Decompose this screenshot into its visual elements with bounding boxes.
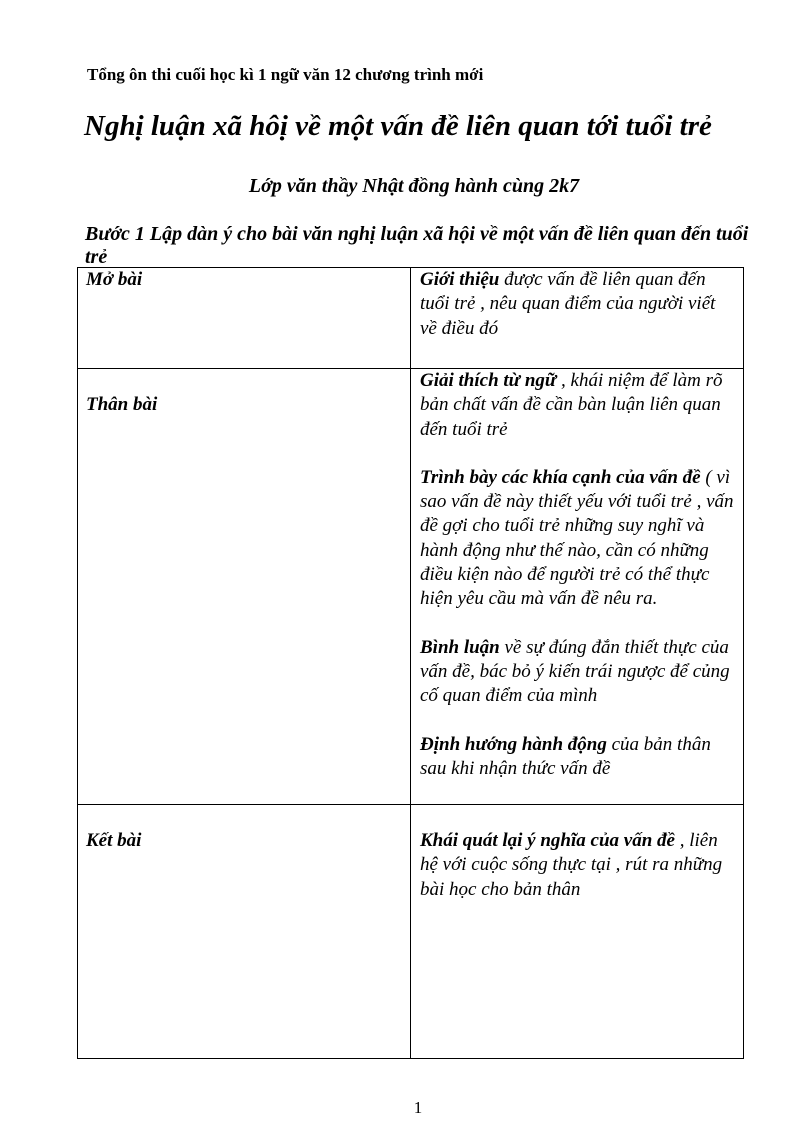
table-row-body — [78, 369, 744, 805]
body-point-text: , khái niệm để làm rõ bản chất vấn đề cần bàn luận liên quan đến tuổi trẻ — [420, 370, 723, 440]
section-label-intro: Mở bài — [86, 269, 143, 290]
conclusion-text: , liên hệ với cuộc sống thực tại , rút ra những bài học cho bản thân — [420, 830, 723, 900]
body-point-lead: Bình luận — [420, 636, 500, 658]
table-row-intro — [78, 268, 744, 369]
body-point — [420, 466, 737, 612]
document-header: Tổng ôn thi cuối học kì 1 ngữ văn 12 chương trình mới — [87, 65, 484, 84]
body-point — [420, 733, 737, 782]
content-cell-conclusion — [411, 805, 744, 1059]
body-point-text: về sự đúng đắn thiết thực của vấn đề, bác bỏ ý kiến trái ngược để củng cố quan điểm của mình — [420, 636, 730, 707]
body-point-lead: Trình bày các khía cạnh của vấn đề — [420, 466, 701, 488]
body-point-text: ( vì sao vấn đề này thiết yếu với tuổi trẻ , vấn đề gợi cho tuổi trẻ những suy nghĩ và hành động như thế nào, cần có những điều kiện nào để người trẻ có thể thực hiện yêu cầu mà vấn đề nêu ra. — [420, 466, 734, 610]
page-title: Nghị luận xã hôị về một vấn đề liên quan tới tuổi trẻ — [84, 110, 712, 142]
intro-text: được vấn đề liên quan đến tuổi trẻ , nêu quan điểm của người viết về điều đó — [420, 269, 716, 339]
content-cell-body — [411, 369, 744, 805]
body-point-text: của bản thân sau khi nhận thức vấn đề — [420, 733, 711, 779]
section-label-conclusion: Kết bài — [86, 830, 142, 851]
intro-paragraph — [420, 268, 737, 341]
section-cell-body — [78, 369, 411, 805]
conclusion-paragraph — [420, 805, 737, 902]
step-heading: Bước 1 Lập dàn ý cho bài văn nghị luận xã hội về một vấn đề liên quan đến tuổi trẻ — [85, 223, 749, 268]
section-cell-conclusion — [78, 805, 411, 1059]
table-row-conclusion — [78, 805, 744, 1059]
section-cell-intro — [78, 268, 411, 369]
section-label-body: Thân bài — [86, 394, 158, 415]
body-point — [420, 636, 737, 709]
content-cell-intro — [411, 268, 744, 369]
intro-lead: Giới thiệu — [420, 269, 500, 290]
body-point — [420, 369, 737, 442]
page-number: 1 — [413, 1098, 423, 1117]
outline-table — [77, 267, 744, 1059]
body-point-lead: Giải thích từ ngữ — [420, 370, 557, 391]
page-subtitle: Lớp văn thầy Nhật đồng hành cùng 2k7 — [248, 175, 580, 197]
body-point-lead: Định hướng hành động — [420, 733, 607, 755]
conclusion-lead: Khái quát lại ý nghĩa của vấn đề — [420, 830, 675, 851]
